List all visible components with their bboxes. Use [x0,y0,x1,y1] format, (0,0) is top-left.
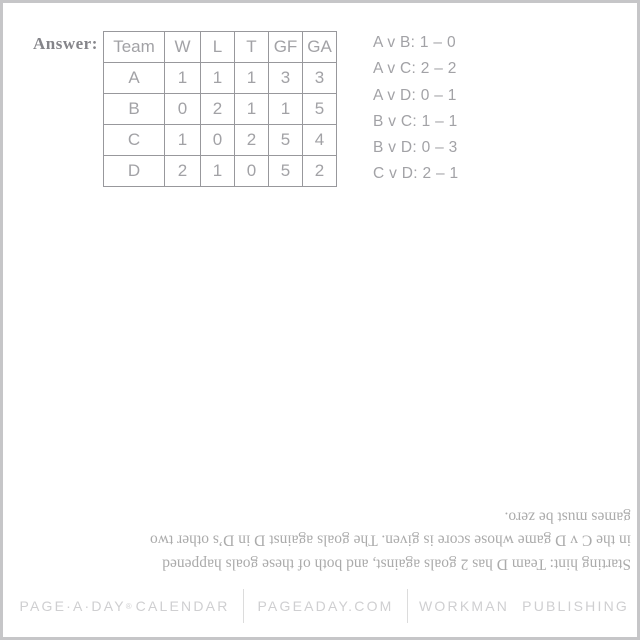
table-row [104,156,337,187]
table-header-row [104,32,337,63]
header-wins: W [165,32,201,63]
hint-line: in the C v D game whose score is given. The goals against D in D’s other two [150,532,631,549]
ties-value: 1 [235,94,269,125]
goals-for-value: 3 [269,63,303,94]
brand-name: PAGE·A·DAY [19,598,126,614]
team-name: B [104,94,165,125]
losses-value: 0 [201,125,235,156]
game-result: B v D: 0 – 3 [373,139,458,157]
team-name: A [104,63,165,94]
answer-label: Answer: [33,34,98,53]
registered-trademark-symbol: ® [125,601,132,611]
goals-against-value: 2 [303,156,337,187]
goals-against-value: 5 [303,94,337,125]
wins-value: 1 [165,63,201,94]
wins-value: 2 [165,156,201,187]
header-goals-against: GA [303,32,337,63]
game-result: C v D: 2 – 1 [373,165,459,183]
table-row [104,63,337,94]
publisher-text: WORKMAN PUBLISHING [419,598,629,614]
losses-value: 1 [201,63,235,94]
game-result: A v B: 1 – 0 [373,34,456,51]
standings-table [103,31,337,187]
hint-line: Starting hint: Team D has 2 goals against, and both of these goals happened [162,555,631,573]
game-result: B v C: 1 – 1 [373,112,458,130]
header-goals-for: GF [269,32,303,63]
hint-line: games must be zero. [504,508,631,526]
ties-value: 1 [235,63,269,94]
upside-down-hint-text [15,505,631,576]
table-row [104,94,337,125]
footer-publisher-segment [407,589,640,623]
footer-website-segment [243,589,407,623]
footer-bar [6,588,640,624]
goals-for-value: 5 [269,156,303,187]
header-team: Team [104,32,165,63]
website-text: PAGEADAY.COM [257,598,394,614]
ties-value: 0 [235,156,269,187]
table-row [104,125,337,156]
wins-value: 0 [165,94,201,125]
goals-for-value: 5 [269,125,303,156]
header-ties: T [235,32,269,63]
losses-value: 1 [201,156,235,187]
game-result: A v D: 0 – 1 [373,86,457,104]
losses-value: 2 [201,94,235,125]
team-name: C [104,125,165,156]
team-name: D [104,156,165,187]
ties-value: 2 [235,125,269,156]
brand-suffix: CALENDAR [135,598,230,614]
wins-value: 1 [165,125,201,156]
goals-against-value: 4 [303,125,337,156]
footer-brand-segment [6,589,243,623]
goals-for-value: 1 [269,94,303,125]
goals-against-value: 3 [303,63,337,94]
game-result: A v C: 2 – 2 [373,60,457,78]
game-results-list [373,30,458,188]
header-losses: L [201,32,235,63]
